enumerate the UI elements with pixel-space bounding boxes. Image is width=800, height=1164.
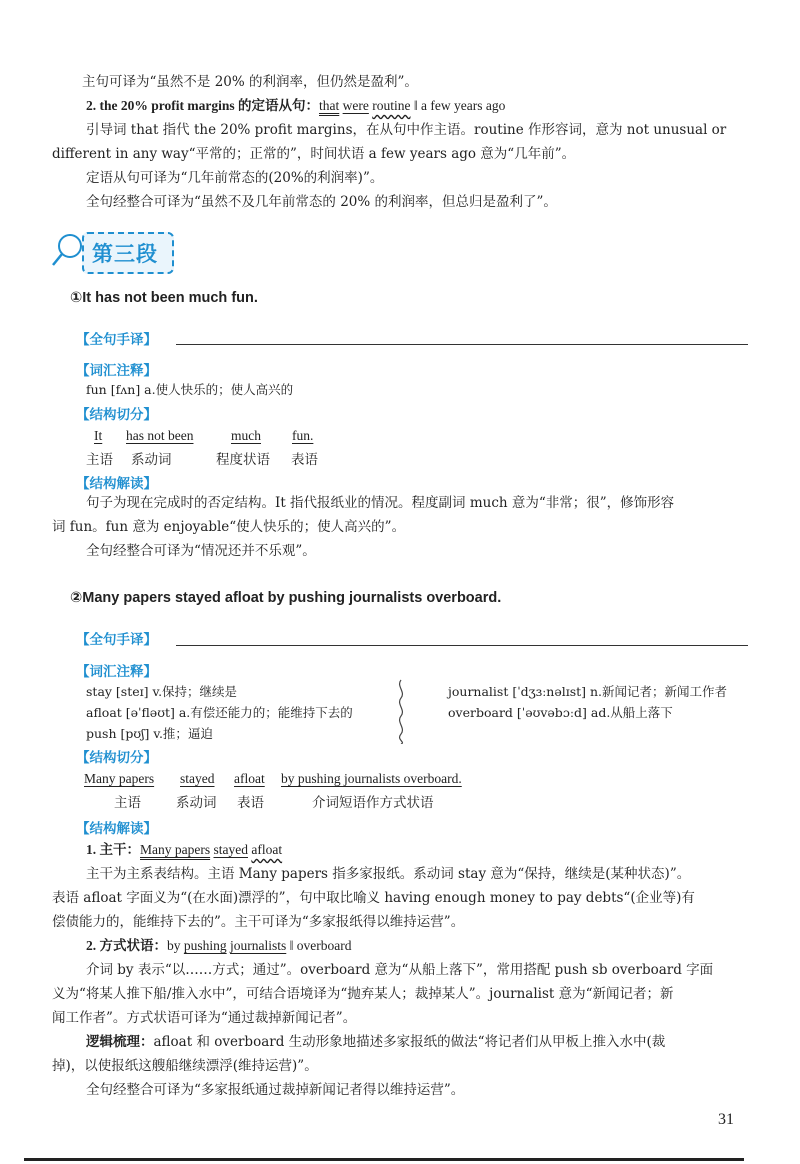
paragraph-line: 掉)，以使报纸这艘船继续漂浮(维持运营)”。 [52, 1058, 318, 1074]
translation-blank-line[interactable] [176, 344, 748, 345]
analysis-line: 词 fun。fun 意为 enjoyable“使人快乐的；使人高兴的”。 [52, 519, 406, 535]
label-structure: 【结构切分】 [76, 750, 157, 766]
paragraph-line: 介词 by 表示“以……方式；通过”。overboard 意为“从船上落下”，常用搭配 push sb overboard 字面 [86, 962, 714, 978]
bottom-divider [24, 1158, 744, 1161]
role-predicative: 表语 [291, 452, 318, 468]
role-verb: 系动词 [131, 452, 172, 468]
paragraph-line: 全句经整合可译为“多家报纸通过裁掉新闻记者得以维持运营”。 [86, 1082, 465, 1098]
clause-predicative: routine [372, 98, 411, 113]
paragraph-line: 主干为主系表结构。主语 Many papers 指多家报纸。系动词 stay 意为“保持，继续是(某种状态)”。 [86, 866, 691, 882]
role-adverbial: 介词短语作方式状语 [312, 795, 434, 811]
paragraph-line: 全句经整合可译为“虽然不及几年前常态的 20% 的利润率，但总归是盈利了”。 [86, 194, 557, 210]
paragraph-line: 闻工作者”。方式状语可译为“通过裁掉新闻记者”。 [52, 1010, 357, 1026]
structure-word-verb: stayed [180, 771, 215, 786]
vocab-entry: overboard [ˈəʊvəbɔːd] ad.从船上落下 [448, 705, 673, 720]
paragraph-line: 定语从句可译为“几年前常态的(20%的利润率)”。 [86, 170, 384, 186]
vocab-entry: push [pʊʃ] v.推；逼迫 [86, 726, 213, 741]
text-line: 主句可译为“虽然不是 20% 的利润率，但仍然是盈利”。 [82, 74, 418, 90]
structure-word-adverbial: by pushing journalists overboard. [281, 771, 462, 786]
label-analysis: 【结构解读】 [76, 476, 157, 492]
role-subject: 主语 [114, 795, 141, 811]
subheading-attributive-clause [86, 96, 505, 116]
magnifier-icon [50, 230, 86, 270]
clause-subject: that [319, 98, 340, 113]
role-subject: 主语 [86, 452, 113, 468]
label-vocab: 【词汇注释】 [76, 363, 157, 379]
vocab-entry: afloat [əˈfləʊt] a.有偿还能力的；能维持下去的 [86, 705, 353, 720]
sentence-2: ②Many papers stayed afloat by pushing journalists overboard. [70, 590, 502, 606]
page-number: 31 [718, 1111, 734, 1128]
section-heading: 第三段 [92, 242, 158, 266]
subheading-main: 1. 主干：Many papers stayed afloat [86, 842, 283, 857]
label-analysis: 【结构解读】 [76, 821, 157, 837]
translation-blank-line[interactable] [176, 645, 748, 646]
structure-word-predicative: afloat [234, 771, 265, 786]
structure-word-verb: has not been [126, 428, 194, 443]
analysis-line: 全句经整合可译为“情况还并不乐观”。 [86, 543, 316, 559]
sentence-1: ①It has not been much fun. [70, 290, 258, 306]
clause-verb: were [342, 98, 369, 113]
role-adverbial: 程度状语 [216, 452, 270, 468]
label-structure: 【结构切分】 [76, 407, 157, 423]
vocab-entry: journalist [ˈdʒɜːnəlɪst] n.新闻记者；新闻工作者 [448, 684, 728, 699]
role-predicative: 表语 [237, 795, 264, 811]
structure-word-adverbial: much [231, 428, 261, 443]
paragraph-line: different in any way“平常的；正常的”，时间状语 a few years ago 意为“几年前”。 [52, 146, 576, 162]
structure-word-predicative: fun. [292, 428, 314, 443]
subheading-manner: 2. 方式状语：by pushing journalists ‖ overboard [86, 938, 352, 953]
analysis-line: 句子为现在完成时的否定结构。It 指代报纸业的情况。程度副词 much 意为“非常；很”，修饰形容 [86, 495, 675, 511]
label-translation: 【全句手译】 [76, 632, 157, 648]
vocab-entry: fun [fʌn] a.使人快乐的；使人高兴的 [86, 382, 294, 397]
structure-word-subject: It [94, 428, 103, 443]
structure-word-subject: Many papers [84, 771, 155, 786]
role-verb: 系动词 [176, 795, 217, 811]
label-translation: 【全句手译】 [76, 332, 157, 348]
label-vocab: 【词汇注释】 [76, 664, 157, 680]
clause-suffix: ‖ a few years ago [410, 98, 506, 113]
paragraph-line: 义为“将某人推下船/推入水中”，可结合语境译为“抛弃某人；裁掉某人”。journalist 意为“新闻记者；新 [52, 986, 674, 1002]
paragraph-line: 表语 afloat 字面义为“(在水面)漂浮的”，句中取比喻义 having enough money to pay debts“(企业等)有 [52, 890, 695, 906]
wavy-separator [394, 678, 408, 744]
logic-line: 逻辑梳理：afloat 和 overboard 生动形象地描述多家报纸的做法“将记者们从甲板上推入水中(裁 [86, 1034, 666, 1050]
vocab-entry: stay [steɪ] v.保持；继续是 [86, 684, 238, 699]
paragraph-line: 偿债能力的，能维持下去的”。主干可译为“多家报纸得以维持运营”。 [52, 914, 465, 930]
subheading-prefix: 2. the 20% profit margins 的定语从句： [86, 98, 319, 113]
paragraph-line: 引导词 that 指代 the 20% profit margins，在从句中作主语。routine 作形容词，意为 not unusual or [86, 122, 727, 138]
